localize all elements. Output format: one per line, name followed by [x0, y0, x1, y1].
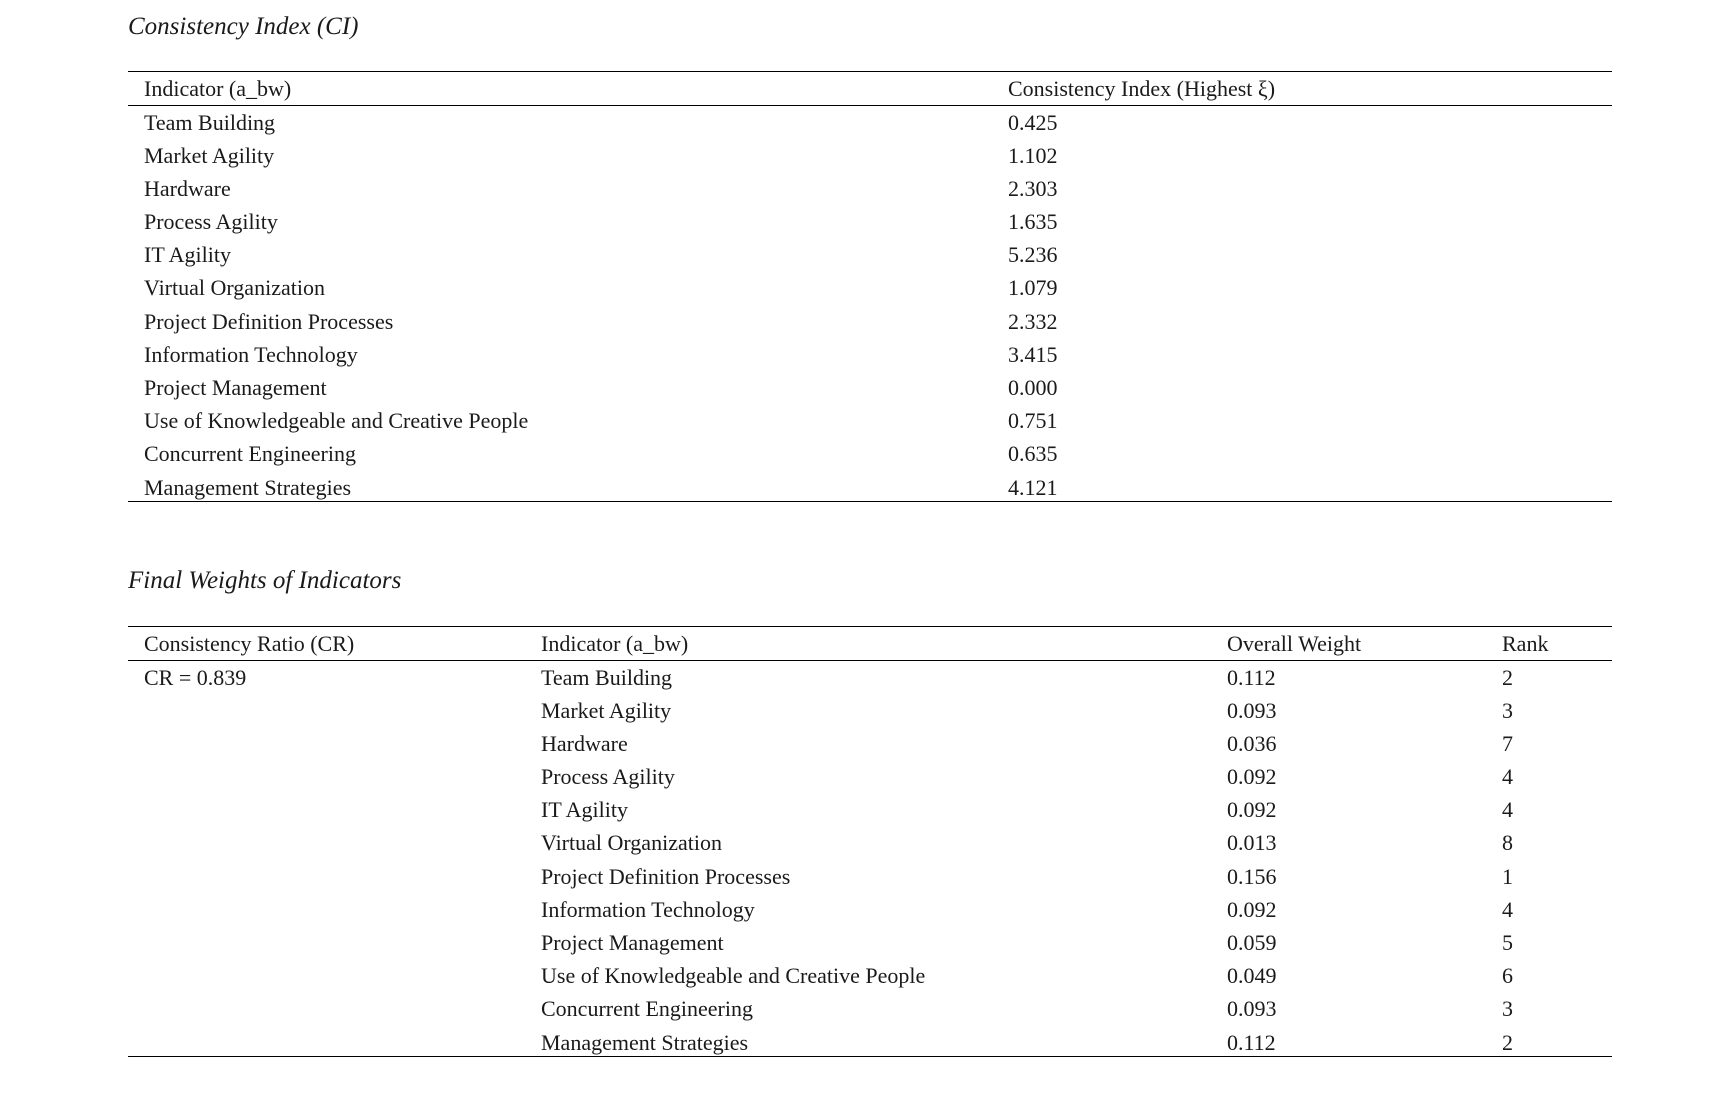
- indicator-cell: Management Strategies: [144, 474, 352, 500]
- rank-cell: 4: [1502, 896, 1513, 922]
- empty-cell: [128, 959, 525, 992]
- empty-cell: [128, 793, 525, 826]
- table-row: [128, 860, 1612, 893]
- overall-weight-cell: 0.013: [1227, 830, 1277, 856]
- table-row: [128, 893, 1612, 926]
- table-row: [128, 661, 1612, 694]
- empty-cell: [128, 760, 525, 793]
- consistency-index-table: [128, 71, 1612, 502]
- indicator-cell: IT Agility: [144, 242, 231, 268]
- overall-weight-cell: 0.049: [1227, 963, 1277, 989]
- table-row: [128, 437, 1612, 470]
- table-row: [128, 760, 1612, 793]
- table-row: [128, 992, 1612, 1025]
- empty-cell: [128, 860, 525, 893]
- empty-cell: [128, 1026, 525, 1057]
- overall-weight-cell: 0.112: [1227, 1029, 1276, 1055]
- indicator-cell: Process Agility: [144, 209, 278, 235]
- empty-cell: [128, 826, 525, 859]
- indicator-cell: Project Definition Processes: [144, 308, 394, 334]
- consistency-index-cell: 5.236: [1008, 242, 1058, 268]
- rank-cell: 1: [1502, 863, 1513, 889]
- fw-table-title: Final Weights of Indicators: [128, 567, 402, 594]
- rank-cell: 2: [1502, 1029, 1513, 1055]
- column-header-rank: Rank: [1486, 627, 1612, 661]
- ci-table-title: Consistency Index (CI): [128, 13, 359, 40]
- rank-cell: 5: [1502, 930, 1513, 955]
- indicator-cell: Management Strategies: [541, 1029, 749, 1055]
- indicator-cell: Team Building: [541, 665, 673, 690]
- table-row: [128, 694, 1612, 727]
- table-row: [128, 305, 1612, 338]
- rank-cell: 3: [1502, 697, 1513, 723]
- table-header-row: [128, 72, 1612, 106]
- column-header-consistency-ratio: Consistency Ratio (CR): [128, 627, 525, 661]
- consistency-index-cell: 0.635: [1008, 441, 1058, 467]
- rank-cell: 6: [1502, 963, 1513, 989]
- table-row: [128, 139, 1612, 172]
- overall-weight-cell: 0.092: [1227, 764, 1277, 790]
- table-row: [128, 271, 1612, 304]
- overall-weight-cell: 0.112: [1227, 665, 1276, 690]
- empty-cell: [128, 893, 525, 926]
- consistency-index-cell: 1.102: [1008, 142, 1058, 168]
- consistency-index-cell: 2.303: [1008, 175, 1058, 201]
- overall-weight-cell: 0.092: [1227, 896, 1277, 922]
- table-row: [128, 106, 1612, 139]
- consistency-index-cell: 3.415: [1008, 341, 1058, 367]
- table-row: [128, 1026, 1612, 1057]
- overall-weight-cell: 0.093: [1227, 697, 1277, 723]
- empty-cell: [128, 926, 525, 959]
- table-row: [128, 371, 1612, 404]
- consistency-index-cell: 0.425: [1008, 110, 1058, 135]
- indicator-cell: Information Technology: [541, 896, 755, 922]
- indicator-cell: Use of Knowledgeable and Creative People: [541, 963, 926, 989]
- consistency-index-cell: 0.000: [1008, 375, 1058, 400]
- rank-cell: 4: [1502, 764, 1513, 790]
- indicator-cell: Virtual Organization: [144, 275, 325, 301]
- column-header-overall-weight: Overall Weight: [1211, 627, 1486, 661]
- indicator-cell: Project Definition Processes: [541, 863, 791, 889]
- empty-cell: [128, 727, 525, 760]
- overall-weight-cell: 0.092: [1227, 797, 1277, 823]
- table-row: [128, 471, 1612, 502]
- indicator-cell: IT Agility: [541, 797, 628, 823]
- table-row: [128, 793, 1612, 826]
- table-row: [128, 826, 1612, 859]
- table-row: [128, 238, 1612, 271]
- indicator-cell: Virtual Organization: [541, 830, 722, 856]
- indicator-cell: Hardware: [541, 730, 628, 756]
- indicator-cell: Concurrent Engineering: [541, 996, 753, 1022]
- column-header-consistency-index: Consistency Index (Highest ξ): [992, 72, 1612, 106]
- indicator-cell: Concurrent Engineering: [144, 441, 356, 467]
- overall-weight-cell: 0.036: [1227, 730, 1277, 756]
- indicator-cell: Hardware: [144, 175, 231, 201]
- table-row: [128, 926, 1612, 959]
- indicator-cell: Project Management: [144, 375, 327, 400]
- indicator-cell: Project Management: [541, 930, 724, 955]
- consistency-index-cell: 0.751: [1008, 408, 1058, 434]
- table-row: [128, 338, 1612, 371]
- column-header-indicator: Indicator (a_bw): [525, 627, 1211, 661]
- column-header-indicator: Indicator (a_bw): [128, 72, 992, 106]
- overall-weight-cell: 0.093: [1227, 996, 1277, 1022]
- rank-cell: 3: [1502, 996, 1513, 1022]
- table-row: [128, 959, 1612, 992]
- indicator-cell: Market Agility: [541, 697, 672, 723]
- table-header-row: [128, 627, 1612, 661]
- table-row: [128, 205, 1612, 238]
- indicator-cell: Process Agility: [541, 764, 675, 790]
- rank-cell: 8: [1502, 830, 1513, 856]
- consistency-index-cell: 1.635: [1008, 209, 1058, 235]
- consistency-index-cell: 4.121: [1008, 474, 1058, 500]
- table-row: [128, 172, 1612, 205]
- consistency-index-cell: 2.332: [1008, 308, 1058, 334]
- empty-cell: [128, 992, 525, 1025]
- ci-table-body: [128, 106, 1612, 502]
- indicator-cell: Team Building: [144, 110, 276, 135]
- indicator-cell: Market Agility: [144, 142, 275, 168]
- empty-cell: [128, 694, 525, 727]
- table-row: [128, 404, 1612, 437]
- overall-weight-cell: 0.156: [1227, 863, 1277, 889]
- consistency-ratio-cell: CR = 0.839: [144, 665, 247, 690]
- fw-table-body: [128, 661, 1612, 1057]
- overall-weight-cell: 0.059: [1227, 930, 1277, 955]
- final-weights-table: [128, 626, 1612, 1057]
- rank-cell: 2: [1502, 665, 1513, 690]
- indicator-cell: Use of Knowledgeable and Creative People: [144, 408, 529, 434]
- rank-cell: 7: [1502, 730, 1513, 756]
- indicator-cell: Information Technology: [144, 341, 358, 367]
- consistency-index-cell: 1.079: [1008, 275, 1058, 301]
- table-row: [128, 727, 1612, 760]
- rank-cell: 4: [1502, 797, 1513, 823]
